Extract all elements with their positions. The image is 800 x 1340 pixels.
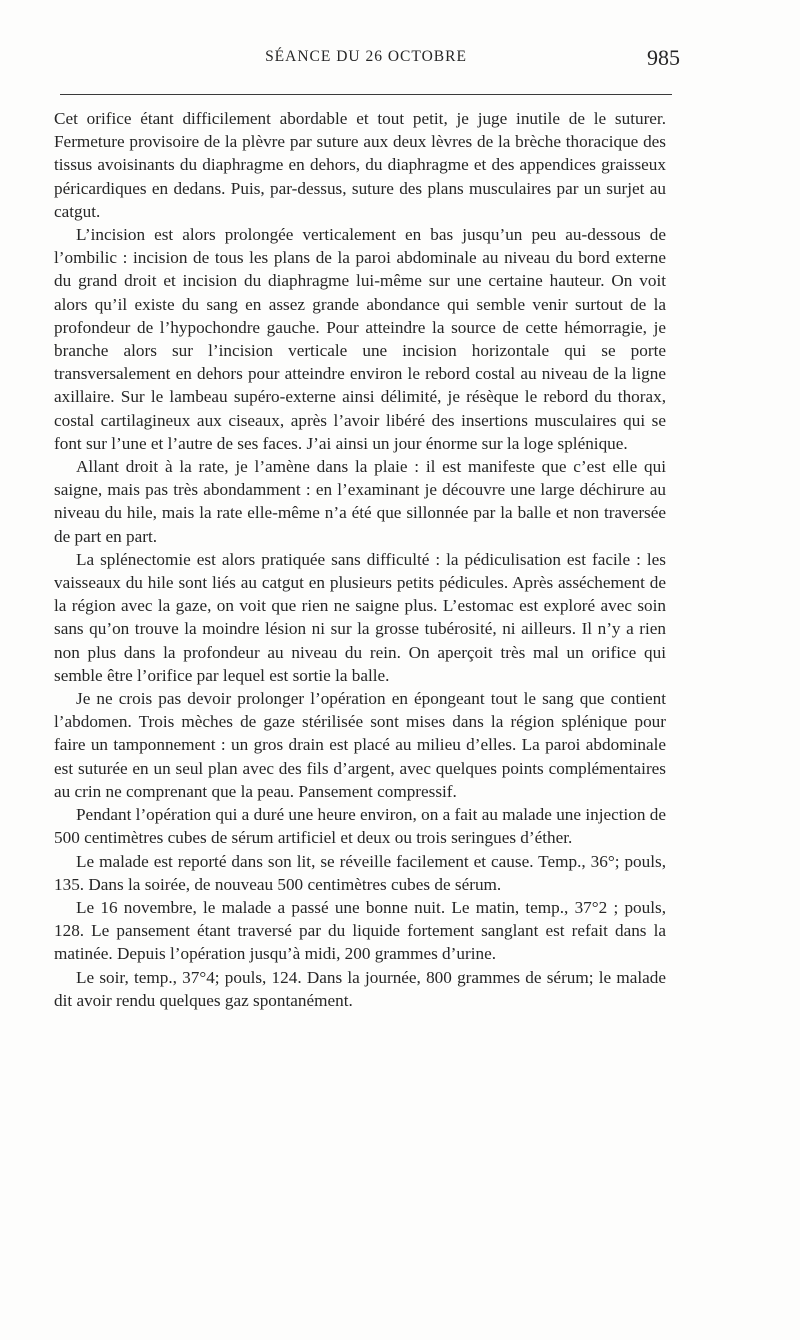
page-number: 985 (647, 45, 680, 70)
paragraph: Je ne crois pas devoir prolonger l’opération en épongeant tout le sang que contient l’abdomen. Trois mèches de gaze stérilisée sont mises dans la région splénique pour faire un tamponnement : un gros drain est placé au milieu d’elles. La paroi abdominale est suturée en un seul plan avec des fils d’argent, avec quelques points complémentaires au crin ne comprenant que la peau. Pansement compressif. (54, 689, 666, 801)
paragraph: Pendant l’opération qui a duré une heure environ, on a fait au malade une injection de 500 centimètres cubes de sérum artificiel et deux ou trois seringues d’éther. (54, 805, 666, 848)
paragraph: L’incision est alors prolongée verticalement en bas jusqu’un peu au-dessous de l’ombilic : incision de tous les plans de la paroi abdominale au niveau du bord externe du grand droit et incision du diaphragme lui-même sur une certaine hauteur. On voit alors qu’il existe du sang en assez grande abondance qui semble venir surtout de la profondeur de l’hypochondre gauche. Pour atteindre la source de cette hémorragie, je branche alors sur l’incision verticale une incision horizontale qui se porte transversalement en dehors pour atteindre environ le rebord costal au niveau de la ligne axillaire. Sur le lambeau supéro-externe ainsi délimité, je résèque le rebord du thorax, costal cartilagineux aux ciseaux, après l’avoir libéré des insertions musculaires qui se font sur l’une et l’autre de ses faces. J’ai ainsi un jour énorme sur la loge splénique. (54, 225, 666, 453)
body-text (54, 107, 666, 1012)
header-rule (60, 94, 672, 95)
paragraph: Cet orifice étant difficilement abordable et tout petit, je juge inutile de le suturer. Fermeture provisoire de la plèvre par suture aux deux lèvres de la brèche thoracique des tissus avoisinants du diaphragme en dehors, du diaphragme et des appendices graisseux péricardiques en dedans. Puis, par-dessus, suture des plans musculaires par un surjet au catgut. (54, 109, 666, 221)
paragraph: Allant droit à la rate, je l’amène dans la plaie : il est manifeste que c’est elle qui saigne, mais pas très abondamment : en l’examinant je découvre une large déchirure au niveau du hile, mais la rate elle-même n’a été que sillonnée par la balle et non traversée de part en part. (54, 457, 666, 546)
paragraph: Le soir, temp., 37°4; pouls, 124. Dans la journée, 800 grammes de sérum; le malade dit avoir rendu quelques gaz spontanément. (54, 967, 666, 1010)
paragraph: La splénectomie est alors pratiquée sans difficulté : la pédiculisation est facile : les vaisseaux du hile sont liés au catgut en plusieurs petits pédicules. Après asséchement de la région avec la gaze, on voit que rien ne saigne plus. L’estomac est exploré avec soin sans qu’on trouve la moindre lésion ni sur la grosse tubérosité, ni ailleurs. Il n’y a rien non plus dans la profondeur au niveau du rein. On aperçoit très mal un orifice qui semble être l’orifice par lequel est sortie la balle. (54, 549, 666, 685)
paragraph: Le malade est reporté dans son lit, se réveille facilement et cause. Temp., 36°; pouls, 135. Dans la soirée, de nouveau 500 centimètres cubes de sérum. (54, 851, 666, 894)
running-title: SÉANCE DU 26 OCTOBRE (265, 48, 467, 65)
running-head (60, 45, 680, 74)
paragraph: Le 16 novembre, le malade a passé une bonne nuit. Le matin, temp., 37°2 ; pouls, 128. Le pansement étant traversé par du liquide fortement sanglant est refait dans la matinée. Depuis l’opération jusqu’à midi, 200 grammes d’urine. (54, 897, 666, 964)
